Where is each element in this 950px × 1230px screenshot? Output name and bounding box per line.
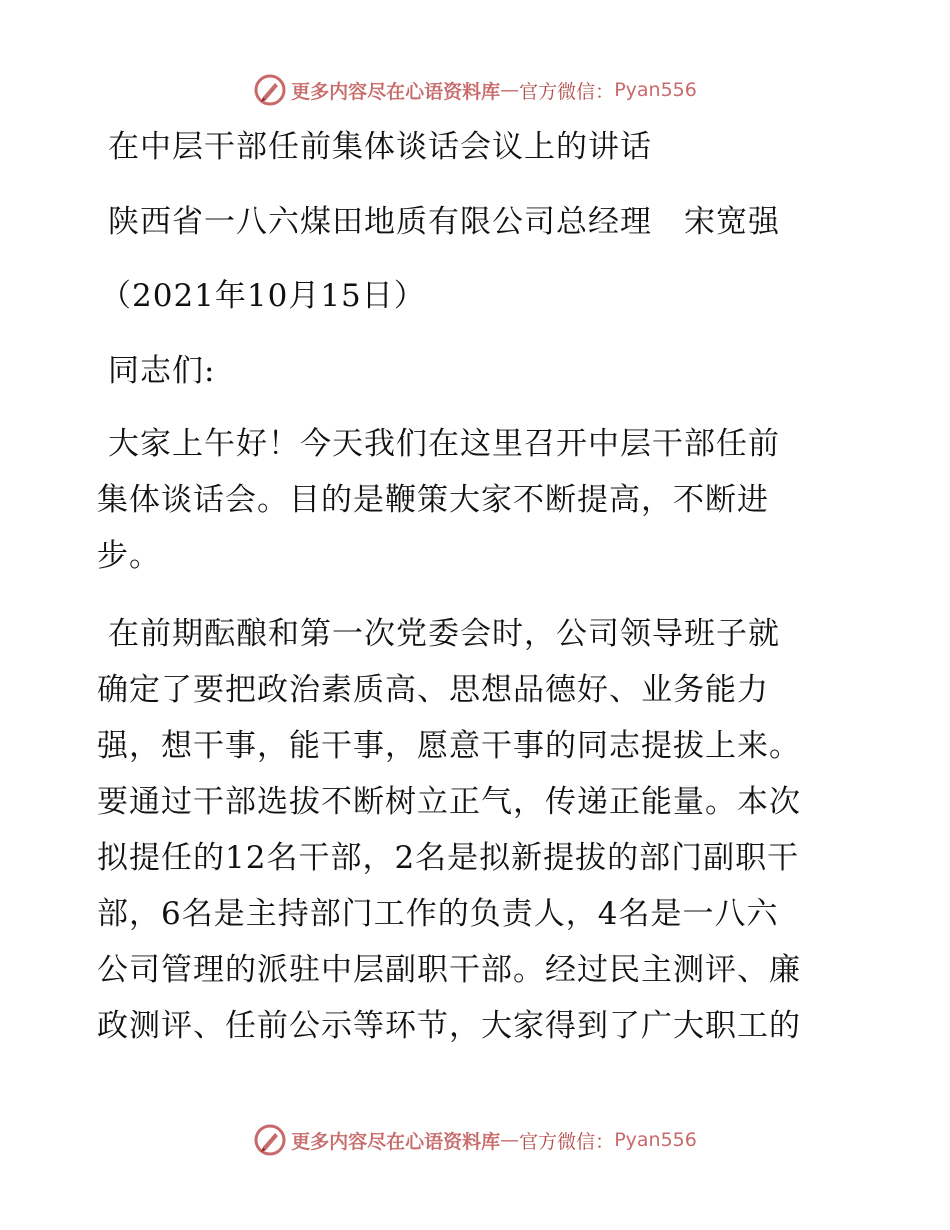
pen-logo-icon bbox=[253, 73, 287, 107]
watermark-separator: — bbox=[500, 1129, 520, 1151]
watermark-text: 更多内容尽在心语资料库 bbox=[291, 80, 501, 103]
paragraph-2-line: 部，6名是主持部门工作的负责人，4名是一八六 bbox=[97, 896, 779, 932]
paragraph-1-line: 步。 bbox=[97, 538, 161, 574]
watermark-wechat-id: Pyan556 bbox=[614, 1129, 697, 1151]
watermark-wechat-id: Pyan556 bbox=[614, 79, 697, 101]
paragraph-2-line: 在前期酝酿和第一次党委会时，公司领导班子就 bbox=[108, 616, 780, 652]
watermark-wechat-label: 官方微信： bbox=[519, 1130, 615, 1153]
watermark-header bbox=[0, 70, 950, 110]
speech-date: （2021年10月15日） bbox=[100, 278, 426, 314]
paragraph-2-line: 要通过干部选拔不断树立正气，传递正能量。本次 bbox=[97, 784, 801, 820]
watermark-footer bbox=[0, 1120, 950, 1160]
watermark-wechat-label: 官方微信： bbox=[519, 80, 615, 103]
speaker-line: 陕西省一八六煤田地质有限公司总经理 宋宽强 bbox=[108, 204, 780, 240]
paragraph-2-line: 公司管理的派驻中层副职干部。经过民主测评、廉 bbox=[97, 952, 801, 988]
paragraph-2-line: 政测评、任前公示等环节，大家得到了广大职工的 bbox=[97, 1008, 801, 1044]
pen-logo-icon bbox=[253, 1123, 287, 1157]
paragraph-2-line: 拟提任的12名干部，2名是拟新提拔的部门副职干 bbox=[97, 840, 800, 876]
paragraph-2-line: 确定了要把政治素质高、思想品德好、业务能力 bbox=[97, 672, 769, 708]
paragraph-2-line: 强，想干事，能干事，愿意干事的同志提拔上来。 bbox=[97, 728, 801, 764]
paragraph-1-line: 大家上午好！今天我们在这里召开中层干部任前 bbox=[108, 426, 780, 462]
salutation: 同志们: bbox=[108, 353, 216, 389]
watermark-text: 更多内容尽在心语资料库 bbox=[291, 1130, 501, 1153]
document-title: 在中层干部任前集体谈话会议上的讲话 bbox=[108, 129, 652, 165]
paragraph-1-line: 集体谈话会。目的是鞭策大家不断提高，不断进 bbox=[97, 482, 769, 518]
watermark-separator: — bbox=[500, 79, 520, 101]
